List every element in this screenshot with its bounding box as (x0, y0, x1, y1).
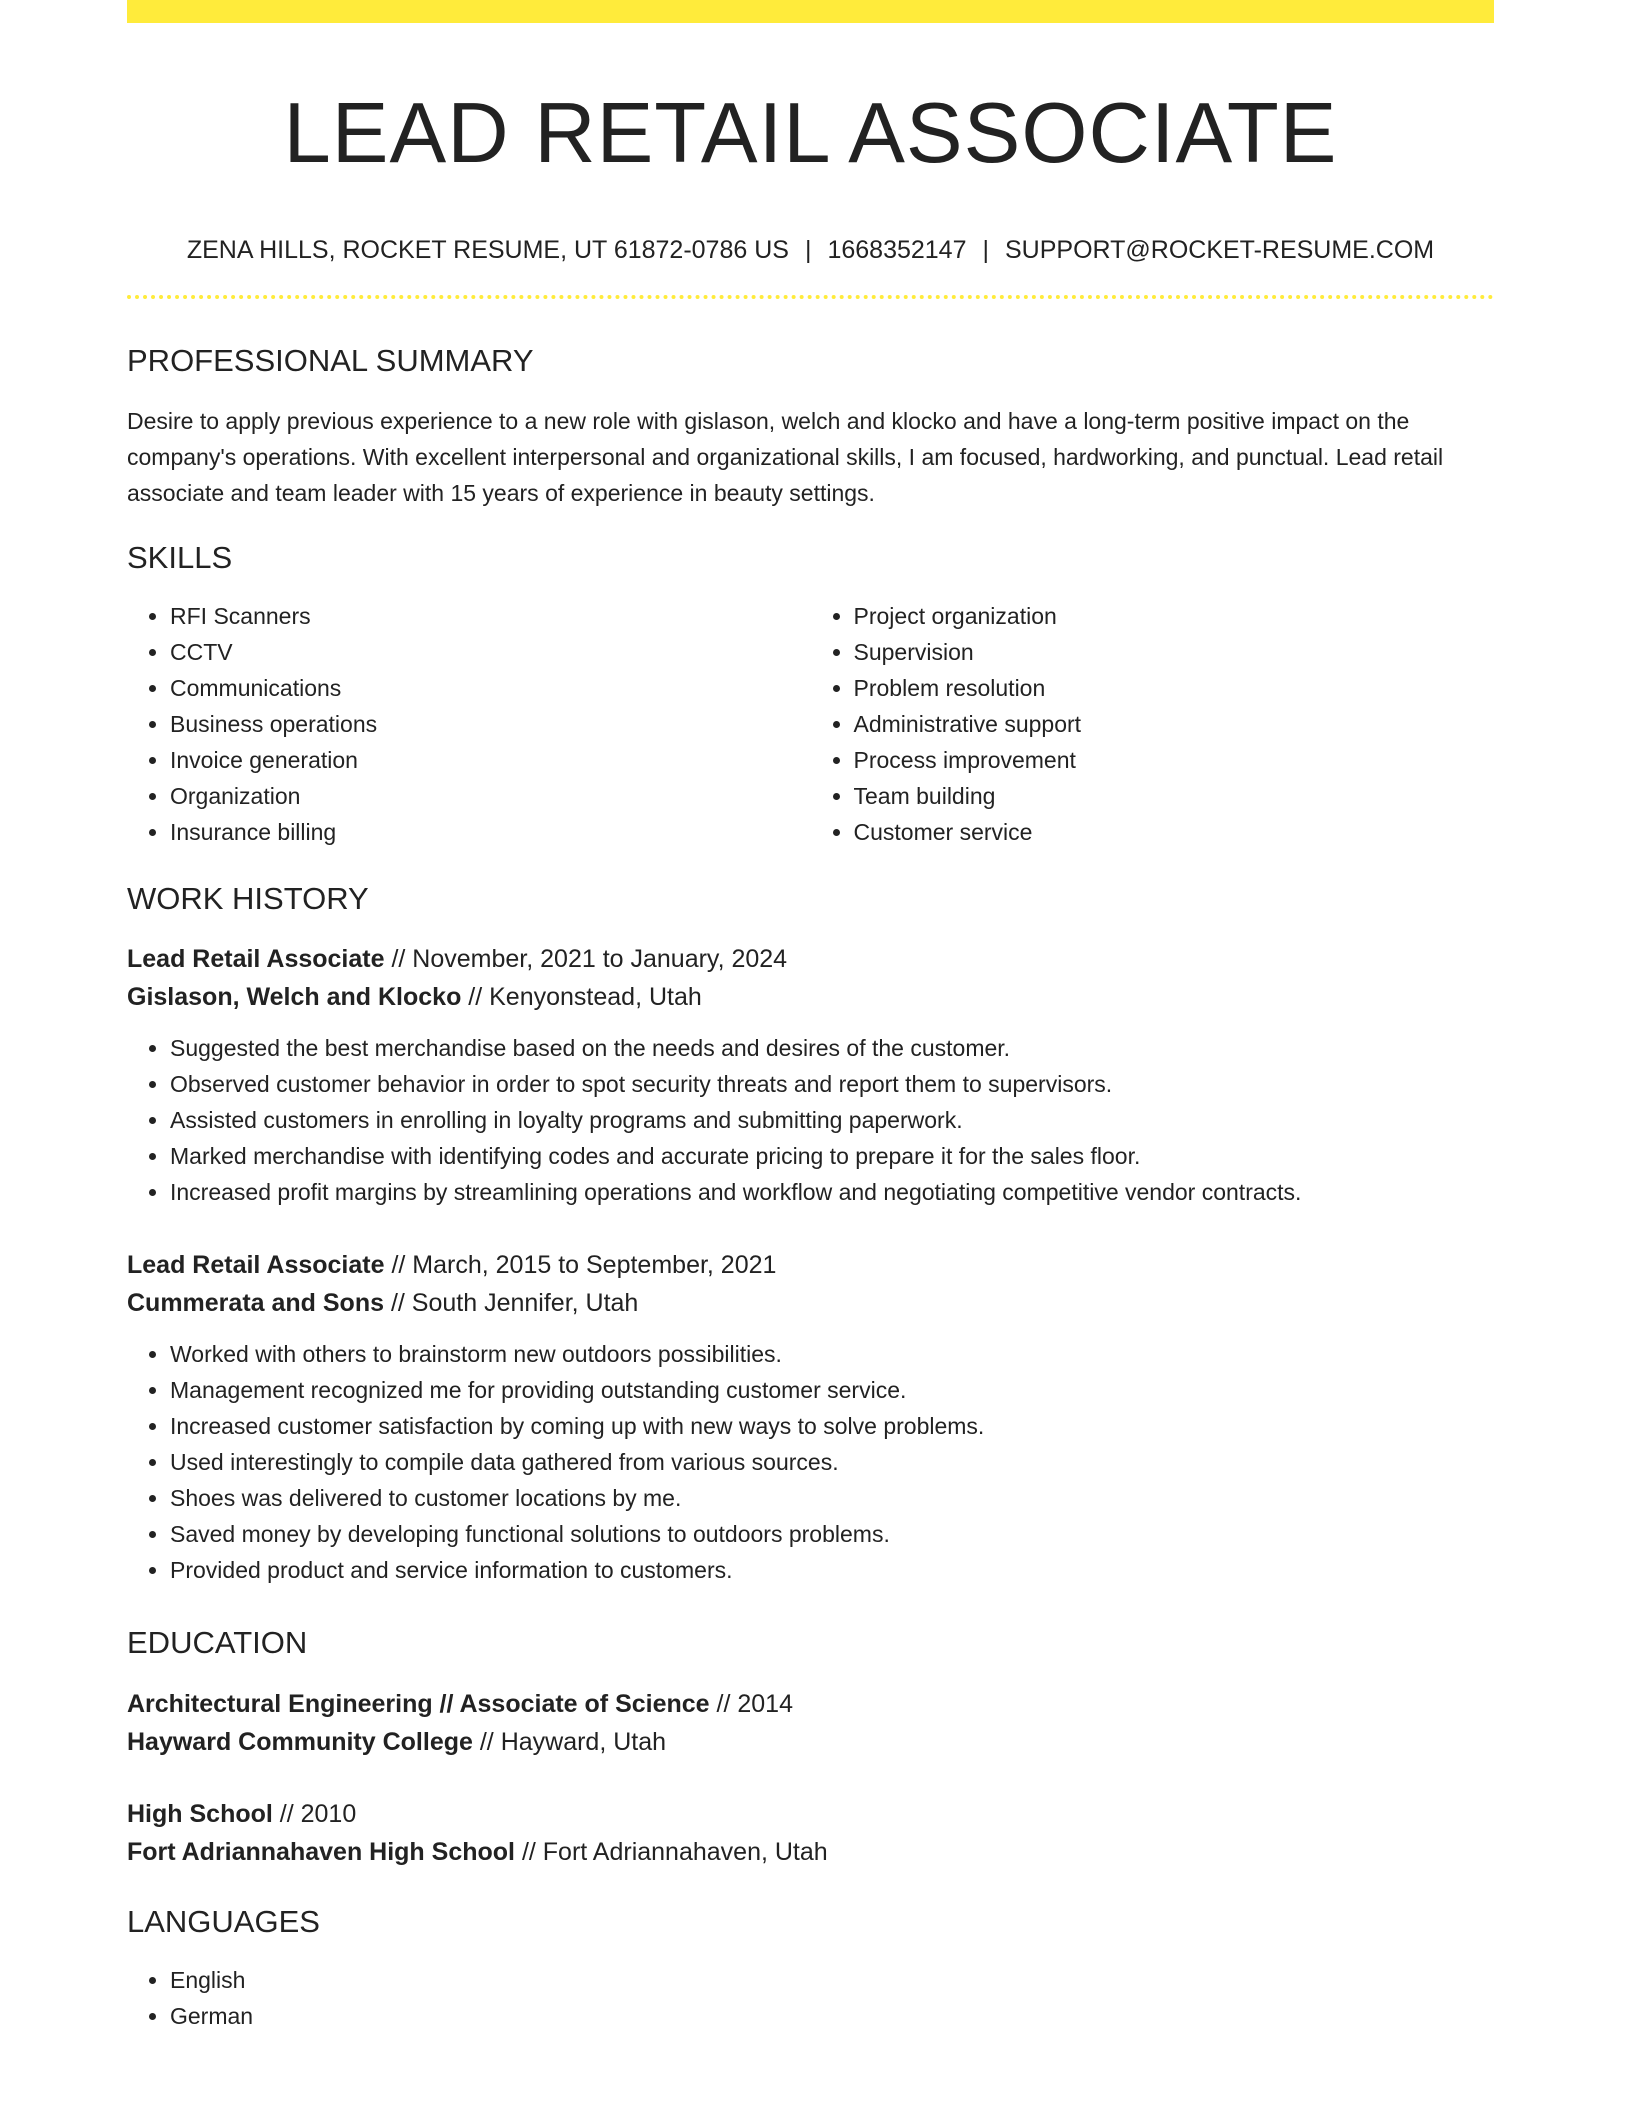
job-dates: // November, 2021 to January, 2024 (384, 944, 788, 973)
job-company-line (127, 1284, 1494, 1322)
resume-name: LEAD RETAIL ASSOCIATE (283, 86, 1338, 181)
education-year: // 2014 (709, 1689, 793, 1718)
contact-address: ZENA HILLS, ROCKET RESUME, UT 61872-0786 US (186, 236, 789, 264)
education-degree-line (127, 1795, 1494, 1833)
job-dates: // March, 2015 to September, 2021 (384, 1250, 777, 1279)
skill-item: • Administrative support (854, 706, 1495, 742)
contact-phone: 1668352147 (827, 236, 967, 264)
job-entry (127, 940, 1494, 1210)
job-role: Lead Retail Associate (127, 1250, 385, 1279)
job-bullet: • Provided product and service information to customers. (170, 1552, 1494, 1588)
education-location: // Fort Adriannahaven, Utah (515, 1837, 828, 1866)
job-location: // Kenyonstead, Utah (461, 982, 702, 1011)
skill-item: • Insurance billing (170, 814, 811, 850)
education-school-line (127, 1723, 1494, 1761)
top-accent-bar (127, 0, 1494, 23)
education-entry (127, 1685, 1494, 1761)
job-entry (127, 1246, 1494, 1588)
skill-item: • Communications (170, 670, 811, 706)
education-degree-line (127, 1685, 1494, 1723)
job-bullet: • Assisted customers in enrolling in loyalty programs and submitting paperwork. (170, 1102, 1494, 1138)
contact-separator: | (804, 236, 812, 264)
language-item: • German (170, 1998, 1494, 2034)
education-school: Hayward Community College (127, 1727, 473, 1756)
education-degree: Architectural Engineering // Associate of Science (127, 1689, 710, 1718)
skill-item: • Business operations (170, 706, 811, 742)
summary-heading: PROFESSIONAL SUMMARY (127, 343, 534, 378)
education-entry (127, 1795, 1494, 1871)
skill-item: • Customer service (854, 814, 1495, 850)
skill-item: • Project organization (854, 598, 1495, 634)
contact-line (127, 235, 1494, 265)
skill-item: • Supervision (854, 634, 1495, 670)
education-degree: High School (127, 1799, 273, 1828)
job-company: Cummerata and Sons (127, 1288, 385, 1317)
job-bullet: • Increased profit margins by streamlining operations and workflow and negotiating competitive vendor contracts. (170, 1174, 1494, 1210)
skill-item: • Problem resolution (854, 670, 1495, 706)
job-role: Lead Retail Associate (127, 944, 385, 973)
job-bullet: • Observed customer behavior in order to spot security threats and report them to supervisors. (170, 1066, 1494, 1102)
job-bullet: • Used interestingly to compile data gathered from various sources. (170, 1444, 1494, 1480)
job-bullet: • Marked merchandise with identifying codes and accurate pricing to prepare it for the sales floor. (170, 1138, 1494, 1174)
job-bullet: • Increased customer satisfaction by coming up with new ways to solve problems. (170, 1408, 1494, 1444)
job-location: // South Jennifer, Utah (384, 1288, 639, 1317)
skill-item: • Team building (854, 778, 1495, 814)
header-divider (127, 295, 1494, 299)
skills-heading: SKILLS (127, 540, 233, 576)
skill-item: • Process improvement (854, 742, 1495, 778)
education-year: // 2010 (272, 1799, 357, 1828)
education-school-line (127, 1833, 1494, 1871)
education-location: // Hayward, Utah (472, 1727, 667, 1756)
skills-list-left (127, 598, 811, 850)
skill-item: • CCTV (170, 634, 811, 670)
job-company: Gislason, Welch and Klocko (127, 982, 462, 1011)
job-bullets (127, 1336, 1494, 1588)
education-heading: EDUCATION (127, 1624, 308, 1660)
job-bullet: • Worked with others to brainstorm new outdoors possibilities. (170, 1336, 1494, 1372)
languages-list (127, 1962, 1494, 2034)
job-title-line (127, 940, 1494, 978)
job-bullet: • Suggested the best merchandise based on the needs and desires of the customer. (170, 1030, 1494, 1066)
job-title-line (127, 1246, 1494, 1284)
summary-text: Desire to apply previous experience to a new role with gislason, welch and klocko and have a long-term positive impact on the company's operations. With excellent interpersonal and organizational skills, I am focused, hardworking, and punctual. Lead retail associate and team leader with 15 years of experience in beauty settings. (127, 408, 1444, 507)
resume-page (127, 0, 1494, 2034)
job-bullet: • Shoes was delivered to customer locations by me. (170, 1480, 1494, 1516)
job-bullet: • Management recognized me for providing outstanding customer service. (170, 1372, 1494, 1408)
language-item: • English (170, 1962, 1494, 1998)
skills-list-right (811, 598, 1495, 850)
skill-item: • Organization (170, 778, 811, 814)
skill-item: • Invoice generation (170, 742, 811, 778)
job-company-line (127, 978, 1494, 1016)
contact-email: SUPPORT@ROCKET-RESUME.COM (1005, 236, 1435, 264)
skills-columns (127, 598, 1494, 850)
work-history-heading: WORK HISTORY (127, 881, 369, 917)
skill-item: • RFI Scanners (170, 598, 811, 634)
languages-heading: LANGUAGES (127, 1903, 320, 1939)
job-bullets (127, 1030, 1494, 1210)
job-bullet: • Saved money by developing functional solutions to outdoors problems. (170, 1516, 1494, 1552)
education-school: Fort Adriannahaven High School (127, 1837, 515, 1866)
contact-separator: | (982, 236, 989, 264)
